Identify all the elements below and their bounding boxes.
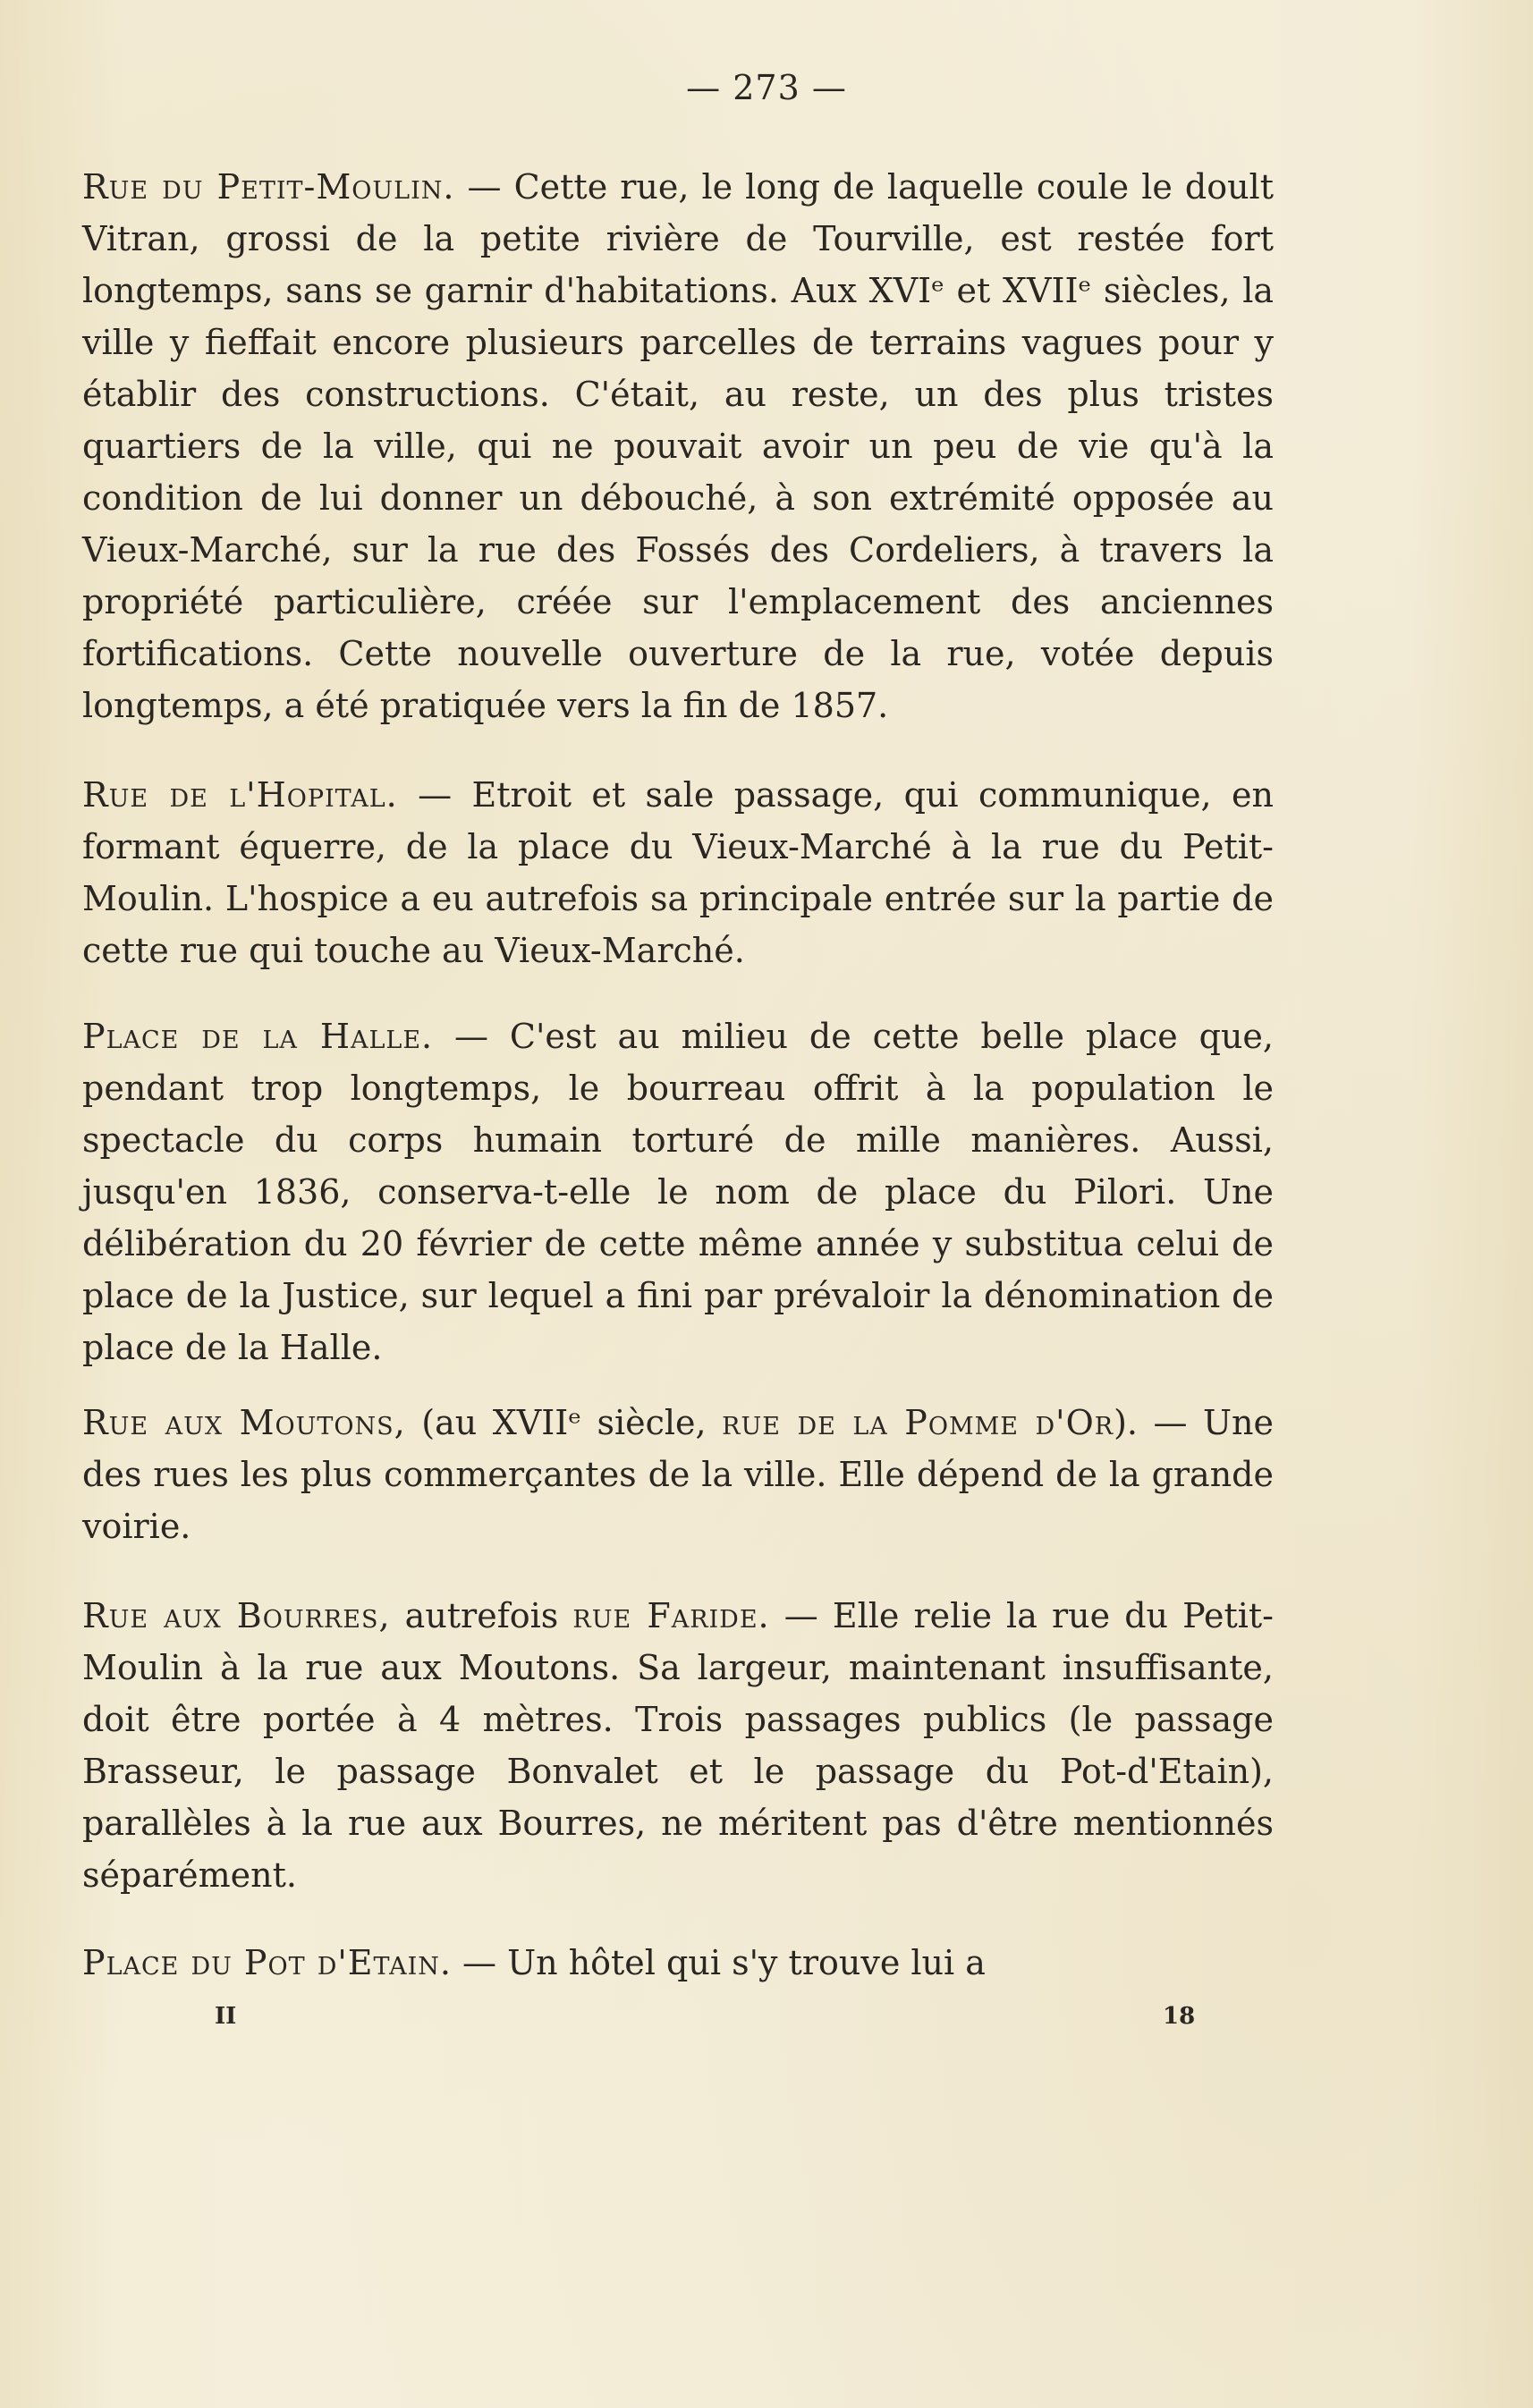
entry-text: — Un hôtel qui s'y trouve lui a: [451, 1943, 986, 1982]
entry-rue-de-l-hopital: [82, 769, 1274, 976]
entry-text: — Cette rue, le long de laquelle coule le doult Vitran, grossi de la petite rivière de Tourville, est restée fort longtemps, sans se garnir d'habitations. Aux XVIᵉ et XVIIᵉ siècles, la ville y fieffait encore plusieurs parcelles de terrains vagues pour y établir des constructions. C'était, au reste, un des plus tristes quartiers de la ville, qui ne pouvait avoir un peu de vie qu'à la condition de lui donner un débouché, à son extrémité opposée au Vieux-Marché, sur la rue des Fossés des Cordeliers, à travers la propriété particulière, créée sur l'emplacement des anciennes fortifications. Cette nouvelle ouverture de la rue, votée depuis longtemps, a été pratiquée vers la fin de 1857.: [82, 167, 1274, 725]
entry-heading: Rue aux Bourres,: [82, 1596, 391, 1635]
entry-text: — Une des rues les plus commerçantes de la ville. Elle dépend de la grande voirie.: [82, 1403, 1274, 1546]
entry-heading-end: ).: [1114, 1403, 1138, 1442]
entry-place-du-pot-d-etain: [82, 1937, 1274, 1989]
entry-heading-alt: rue de la Pomme d'Or: [722, 1403, 1114, 1442]
entry-rue-aux-bourres: [82, 1590, 1274, 1901]
entry-heading: Rue de l'Hopital.: [82, 775, 398, 815]
signature-mark: 18: [1163, 2003, 1196, 2030]
entry-text: — C'est au milieu de cette belle place que, pendant trop longtemps, le bourreau offrit à la population le spectacle du corps humain torturé de mille manières. Aussi, jusqu'en 1836, conserva-t-elle le nom de place du Pilori. Une délibération du 20 février de cette même année y substitua celui de place de la Justice, sur lequel a fini par prévaloir la dénomination de place de la Halle.: [82, 1017, 1274, 1367]
entry-heading: Place du Pot d'Etain.: [82, 1943, 452, 1982]
entry-text: — Elle relie la rue du Petit-Moulin à la rue aux Moutons. Sa largeur, maintenant insuffisante, doit être portée à 4 mètres. Trois passages publics (le passage Brasseur, le passage Bonvalet et le passage du Pot-d'Etain), parallèles à la rue aux Bourres, ne méritent pas d'être mentionnés séparément.: [82, 1596, 1275, 1895]
entry-heading: Rue du Petit-Moulin.: [82, 167, 455, 207]
entry-heading-alt: rue Faride.: [572, 1596, 770, 1635]
entry-rue-aux-moutons: [82, 1397, 1274, 1552]
entry-heading: Place de la Halle.: [82, 1017, 434, 1056]
volume-mark: II: [215, 2003, 237, 2030]
entry-heading-mid: (au XVIIᵉ siècle,: [405, 1403, 723, 1442]
page-number: — 273 —: [686, 68, 847, 107]
entry-place-de-la-halle: [82, 1010, 1274, 1373]
entry-heading-mid: autrefois: [390, 1596, 573, 1635]
entry-rue-du-petit-moulin: [82, 161, 1274, 731]
entry-text: — Etroit et sale passage, qui communique, en formant équerre, de la place du Vieux-Marché à la rue du Petit-Moulin. L'hospice a eu autrefois sa principale entrée sur la partie de cette rue qui touche au Vieux-Marché.: [82, 775, 1274, 970]
entry-heading: Rue aux Moutons,: [82, 1403, 406, 1442]
